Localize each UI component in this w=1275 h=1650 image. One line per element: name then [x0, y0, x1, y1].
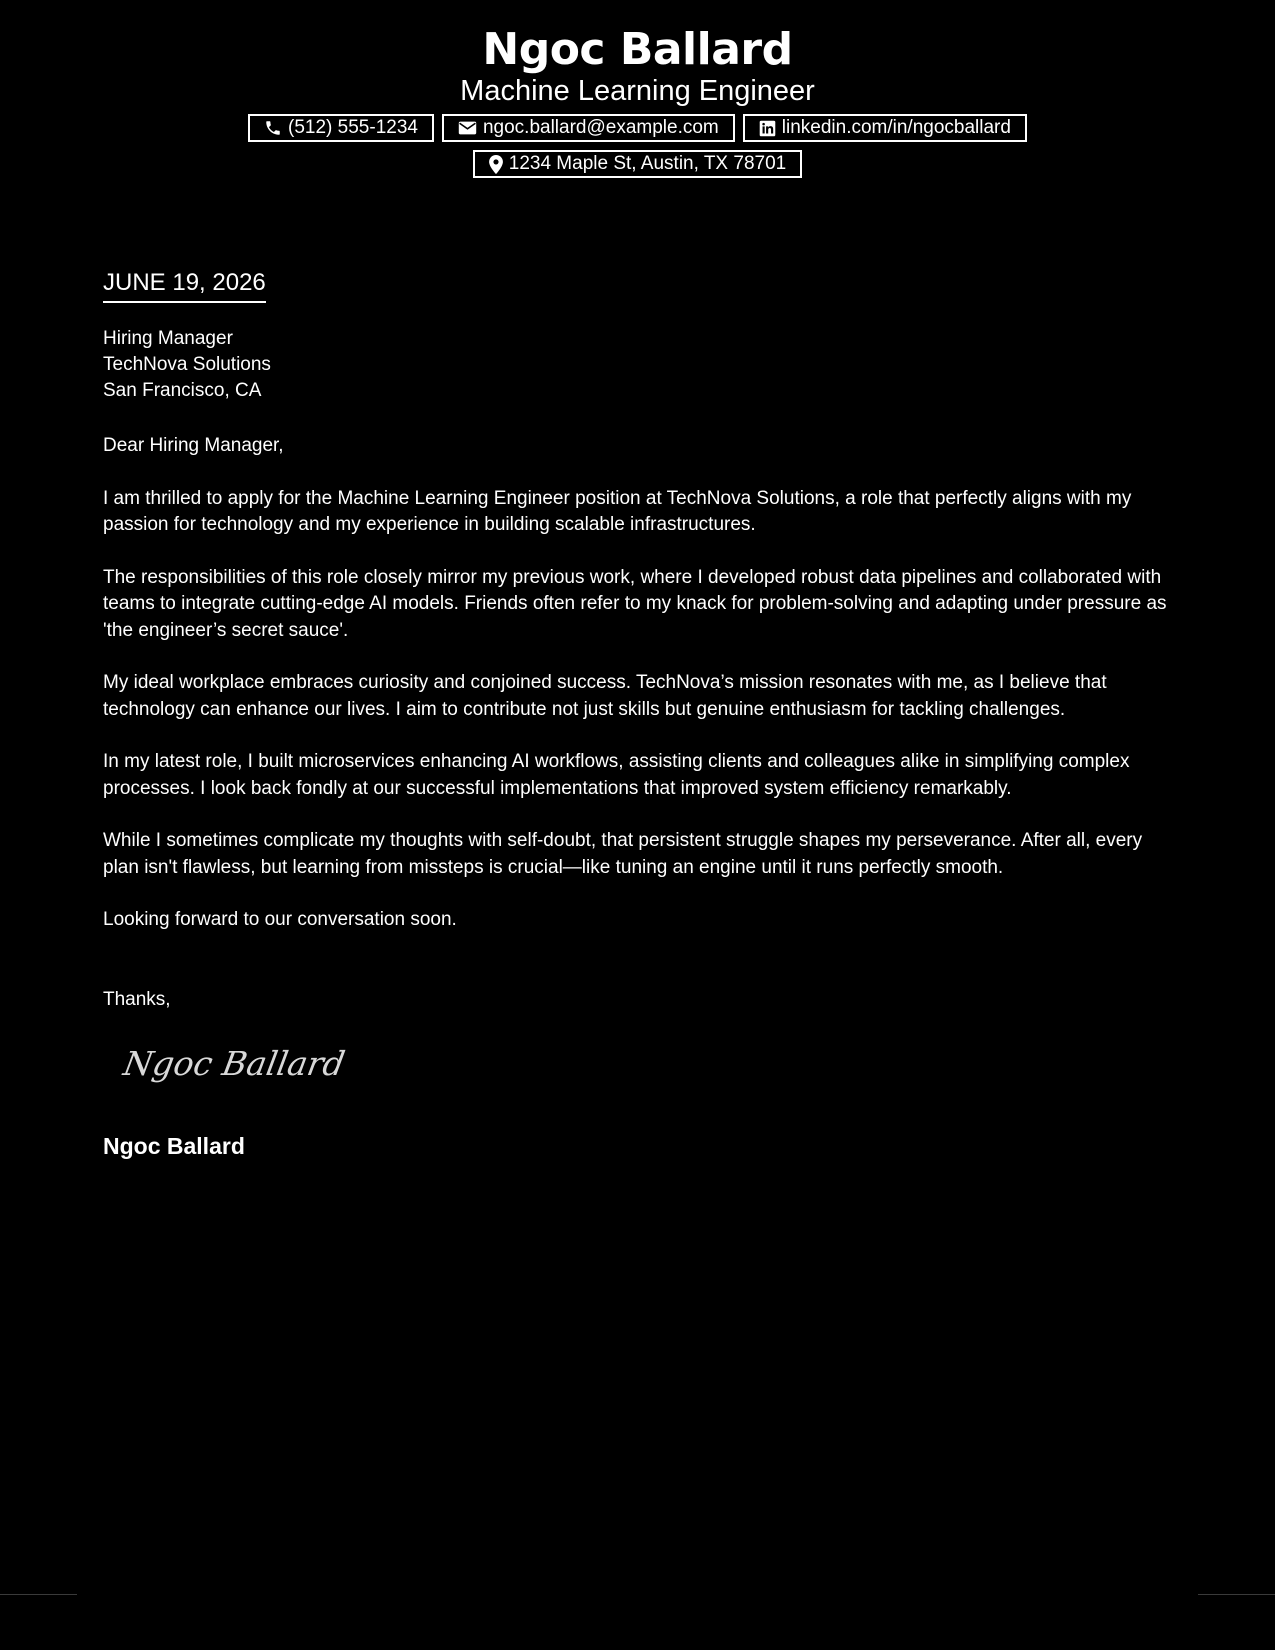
contact-linkedin-text: linkedin.com/in/ngocballard — [781, 117, 1011, 138]
envelope-icon — [458, 120, 477, 136]
map-pin-icon — [489, 155, 503, 174]
body-paragraph: I am thrilled to apply for the Machine Learning Engineer position at TechNova Solutions, a role that perfectly aligns with my passion for technology and my experience in building scalable infrastructures. — [103, 487, 1132, 535]
signed-name: Ngoc Ballard — [103, 1133, 245, 1159]
closing: Thanks, — [103, 989, 171, 1010]
contact-email-text: ngoc.ballard@example.com — [482, 117, 719, 138]
handwritten-signature: Ngoc Ballard — [120, 1044, 348, 1083]
phone-icon — [264, 119, 282, 137]
letter-body — [103, 433, 1175, 960]
letter-date: JUNE 19, 2026 — [103, 267, 266, 303]
contact-address[interactable] — [473, 150, 802, 178]
contact-list — [228, 114, 1048, 178]
recipient-line: San Francisco, CA — [103, 380, 262, 401]
body-paragraph: While I sometimes complicate my thoughts with self-doubt, that persistent struggle shapes my perseverance. After all, every plan isn't flawless, but learning from missteps is crucial—like tuning an engine until it runs perfectly smooth. — [103, 830, 1143, 878]
salutation: Dear Hiring Manager, — [103, 435, 284, 456]
recipient-block — [103, 326, 271, 404]
footer-rule-left — [0, 1594, 77, 1595]
contact-address-text: 1234 Maple St, Austin, TX 78701 — [508, 153, 787, 174]
applicant-title: Machine Learning Engineer — [460, 75, 815, 107]
body-paragraph: Looking forward to our conversation soon. — [103, 909, 457, 930]
recipient-line: Hiring Manager — [103, 328, 233, 349]
body-paragraph: In my latest role, I built microservices enhancing AI workflows, assisting clients and colleagues alike in simplifying complex processes. I look back fondly at our successful implementations that improved system efficiency remarkably. — [103, 751, 1130, 799]
contact-phone[interactable] — [248, 114, 434, 142]
letter-header — [0, 22, 1275, 178]
contact-email[interactable] — [442, 114, 735, 142]
applicant-name: Ngoc Ballard — [482, 24, 793, 75]
body-paragraph: The responsibilities of this role closely mirror my previous work, where I developed robust data pipelines and collaborated with teams to integrate cutting-edge AI models. Friends often refer to my knack for problem-solving and adapting under pressure as 'the engineer’s secret sauce'. — [103, 566, 1167, 641]
contact-linkedin[interactable] — [743, 114, 1027, 142]
linkedin-icon — [759, 120, 776, 137]
contact-phone-text: (512) 555-1234 — [288, 117, 418, 138]
recipient-line: TechNova Solutions — [103, 354, 271, 375]
body-paragraph: My ideal workplace embraces curiosity and conjoined success. TechNova’s mission resonates with me, as I believe that technology can enhance our lives. I aim to contribute not just skills but genuine enthusiasm for tackling challenges. — [103, 672, 1107, 720]
footer-rule-right — [1198, 1594, 1275, 1595]
